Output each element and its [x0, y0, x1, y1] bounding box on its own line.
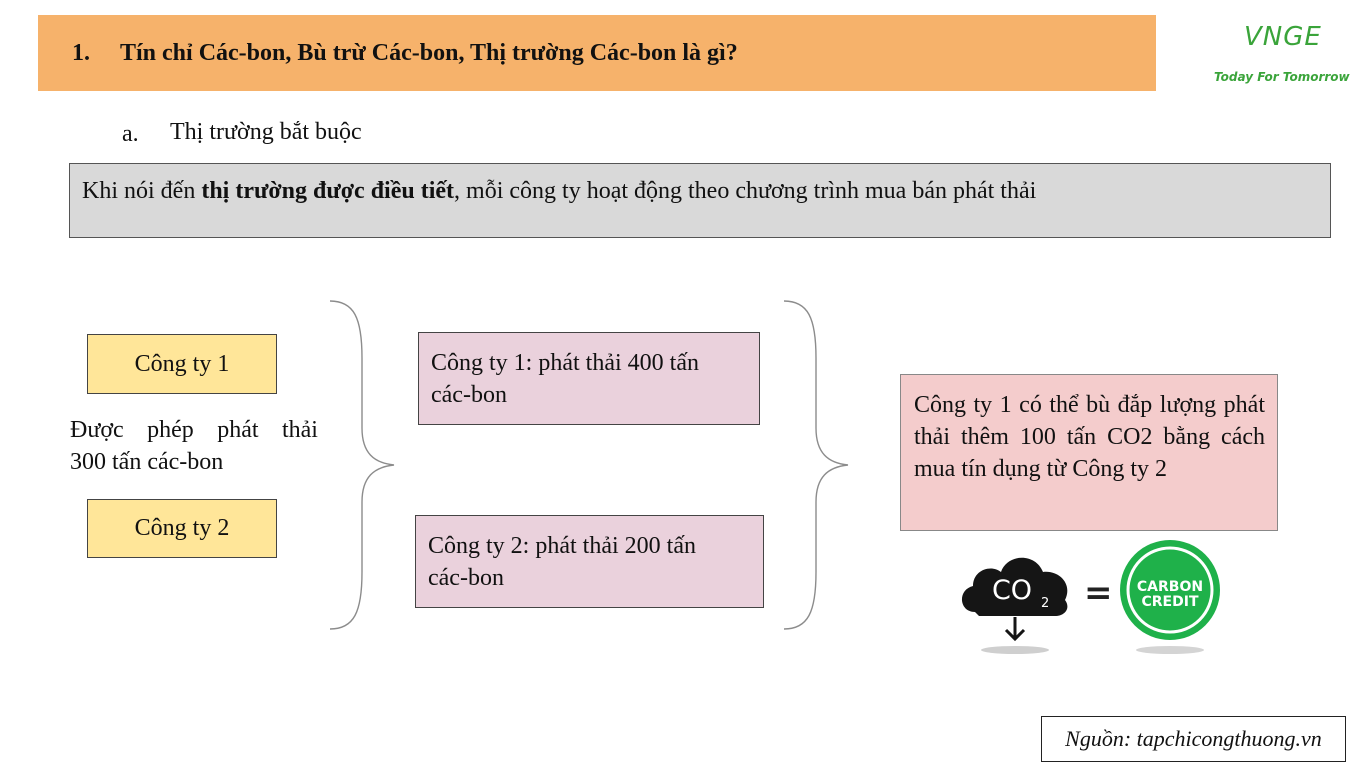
right-brace [780, 298, 852, 632]
company-2-box [87, 499, 277, 558]
company-1-box [87, 334, 277, 394]
equals-sign: = [1084, 573, 1113, 613]
emission-1-line-2: các-bon [431, 382, 507, 408]
logo-tagline: Today For Tomorrow [1214, 70, 1350, 84]
co2-label: CO [991, 575, 1033, 606]
emission-box-1 [418, 332, 760, 425]
allowance-word: thải [281, 417, 318, 443]
emission-box-2 [415, 515, 764, 608]
intro-box [69, 163, 1331, 238]
left-brace [326, 298, 398, 632]
allowance-word: phát [217, 417, 259, 443]
intro-bold: thị trường được điều tiết [201, 178, 455, 204]
carbon-credit-icon [1118, 540, 1222, 656]
allowance-word: phép [147, 417, 194, 443]
source-box [1041, 716, 1346, 762]
allowance-line-1 [70, 414, 318, 446]
allowance-line-2: 300 tấn các-bon [70, 449, 224, 475]
intro-suffix: , mỗi công ty hoạt động theo chương trình mua bán phát thải [454, 178, 1037, 204]
company-1-label: Công ty 1 [134, 350, 230, 377]
vnge-logo [1208, 18, 1353, 90]
allowance-text [70, 414, 318, 478]
credit-line-2: CREDIT [1141, 594, 1199, 610]
title-bar [38, 15, 1156, 91]
intro-prefix: Khi nói đến [82, 178, 202, 204]
result-box: Công ty 1 có thể bù đắp lượng phát thải thêm 100 tấn CO2 bằng cách mua tín dụng từ Công ty 2 [900, 374, 1278, 531]
source-text: Nguồn: tapchicongthuong.vn [1065, 726, 1322, 751]
page-title: Tín chỉ Các-bon, Bù trừ Các-bon, Thị trường Các-bon là gì? [120, 39, 738, 66]
co2-subscript: 2 [1041, 596, 1050, 611]
allowance-word: Được [70, 417, 124, 443]
emission-2-line-1: Công ty 2: phát thải 200 tấn [428, 533, 696, 559]
credit-line-1: CARBON [1136, 579, 1204, 595]
co2-cloud-icon [955, 544, 1075, 656]
subsection-letter: a. [122, 121, 139, 147]
logo-mark: VNGE [1244, 22, 1322, 52]
company-2-label: Công ty 2 [134, 515, 230, 541]
section-number: 1. [72, 39, 90, 66]
subsection-title: Thị trường bắt buộc [170, 119, 362, 145]
emission-2-line-2: các-bon [428, 565, 504, 591]
emission-1-line-1: Công ty 1: phát thải 400 tấn [431, 350, 699, 376]
